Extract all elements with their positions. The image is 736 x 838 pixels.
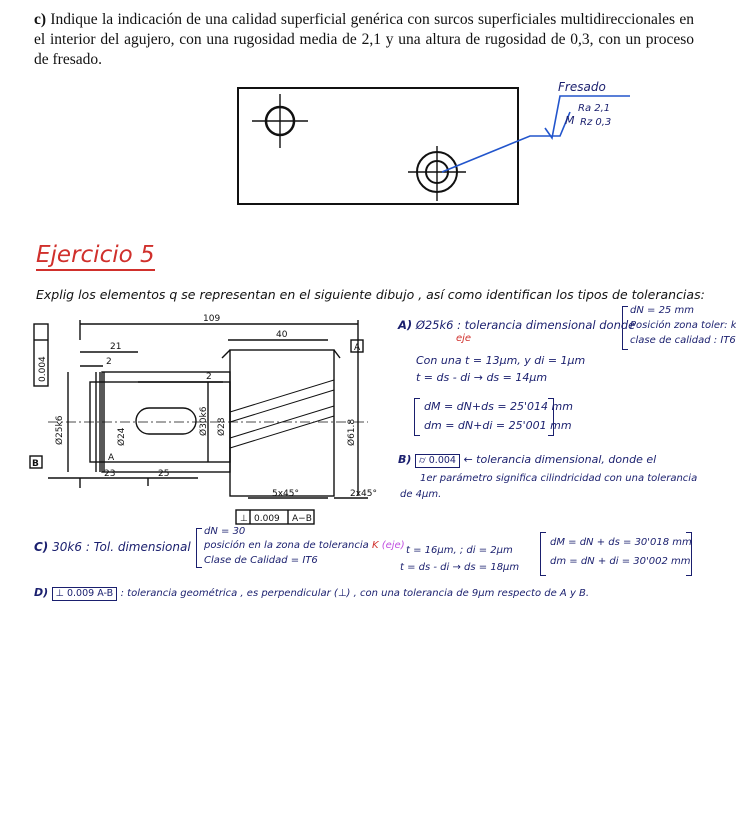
dim-23: 23 — [104, 469, 116, 479]
answer-c-brace-2 — [204, 540, 405, 551]
answer-a-brace-3: clase de calidad : IT6 — [630, 335, 736, 346]
answer-c — [34, 540, 191, 554]
finish-leader — [442, 112, 570, 172]
dim-chamfer-2x45: 2x45° — [350, 489, 378, 499]
answer-b-line3: de 4µm. — [400, 489, 442, 500]
dim-2b: 2 — [206, 372, 212, 382]
answer-b — [398, 453, 656, 468]
dim-25: 25 — [158, 469, 170, 479]
answer-b-frame — [415, 454, 460, 468]
answer-a-note: eje — [456, 333, 472, 344]
answer-b-arrow-text: ← tolerancia dimensional, donde el — [463, 453, 657, 466]
answer-c-brace-1: dN = 30 — [204, 526, 246, 537]
perp-tol-ref: A−B — [292, 514, 312, 524]
answer-b-line2: 1er parámetro significa cilindricidad con una tolerancia — [420, 473, 698, 484]
answer-d-frame — [52, 587, 117, 601]
answer-a-label: A) — [398, 318, 413, 332]
answer-c-brace-k: K — [371, 540, 379, 551]
answer-a-brace — [622, 306, 628, 350]
exercise-title: Ejercicio 5 — [36, 242, 155, 268]
answer-d-text: : tolerancia geométrica , es perpendicular (⊥) , con una tolerancia de 9µm respecto de A y B. — [120, 588, 590, 599]
dim-40: 40 — [276, 330, 288, 340]
hole-left — [252, 94, 308, 148]
dia-24: Ø24 — [117, 427, 127, 446]
answer-c-brace-eje: (eje) — [381, 540, 405, 551]
hole-right — [408, 146, 466, 201]
exercise-intro: Explig los elementos q se representan en el siguiente dibujo , así como identifican los tipos de tolerancias: — [36, 287, 705, 302]
datum-b: B — [32, 459, 39, 469]
answer-a-max: dM = dN+ds = 25'014 mm — [424, 400, 573, 413]
answer-c-brace — [196, 528, 202, 568]
answer-c-desc: : Tol. dimensional — [85, 540, 191, 554]
statement-text: Indique la indicación de una calidad superficial genérica con surcos superficiales multidireccionales en el interior del agujero, con una rugosidad media de 2,1 y una altura de rugosidad de 0,3, con un proceso de fresado. — [34, 11, 694, 68]
dim-21: 21 — [110, 342, 122, 352]
answer-c-brace-2-text: posición en la zona de tolerancia — [204, 540, 369, 551]
dim-chamfer-5x45: 5x45° — [272, 489, 300, 499]
answer-a-min: dm = dN+di = 25'001 mm — [424, 419, 572, 432]
surface-finish-figure — [30, 76, 690, 216]
datum-a: A — [108, 453, 115, 463]
answer-b-label: B) — [398, 453, 412, 466]
dia-left: Ø25k6 — [55, 415, 65, 445]
answer-c-max: dM = dN + ds = 30'018 mm — [550, 537, 692, 548]
answer-b-tol: 0.004 — [428, 455, 456, 466]
answer-c-label: C) — [34, 540, 49, 554]
answer-a-line2: t = ds - di → ds = 14µm — [416, 371, 548, 384]
answer-c-brace-3: Clase de Calidad = IT6 — [204, 555, 318, 566]
perpendicular-icon: ⊥ — [55, 588, 64, 599]
dia-28: Ø28 — [217, 417, 227, 436]
answer-c-line1: t = 16µm, ; di = 2µm — [406, 545, 513, 556]
answer-d-tol: 0.009 — [66, 588, 95, 599]
answer-d-ref: A-B — [97, 588, 114, 599]
answer-c-min: dm = dN + di = 30'002 mm — [550, 556, 691, 567]
cylindricity-icon: ⌭ — [418, 455, 426, 466]
answer-a-line1: Con una t = 13µm, y di = 1µm — [416, 354, 586, 367]
answer-c-spec: 30k6 — [52, 540, 82, 554]
answer-c-m-bracket-l — [540, 532, 546, 576]
statement-c — [34, 10, 694, 70]
answer-c-line2: t = ds - di → ds = 18µm — [400, 562, 520, 573]
statement-label: c) — [34, 11, 47, 28]
answer-a-brace-1: dN = 25 mm — [630, 305, 694, 316]
dim-109: 109 — [203, 314, 221, 324]
datum-a-top: A — [354, 343, 361, 353]
dia-30: Ø30k6 — [199, 406, 209, 436]
finish-process: Fresado — [558, 80, 606, 94]
answer-a-spec: Ø25k6 — [415, 318, 454, 332]
dia-618: Ø61.8 — [347, 418, 357, 446]
answer-a — [398, 318, 635, 332]
answer-a-m-bracket-l — [414, 398, 420, 436]
flat-tol-value: 0.004 — [38, 356, 48, 382]
answer-d-label: D) — [34, 586, 49, 599]
answer-a-desc: : tolerancia dimensional donde — [457, 318, 636, 332]
finish-ra: Ra 2,1 — [578, 103, 611, 114]
shaft-drawing — [28, 310, 390, 540]
finish-rz: Rz 0,3 — [580, 117, 612, 128]
answer-d — [34, 586, 589, 601]
perp-tol-symbol: ⊥ — [240, 514, 248, 524]
dim-2a: 2 — [106, 357, 112, 367]
perp-tol-value: 0.009 — [254, 514, 280, 524]
answer-a-brace-2: Posición zona toler: k — [630, 320, 736, 331]
finish-symbol-letter: M — [565, 114, 575, 127]
